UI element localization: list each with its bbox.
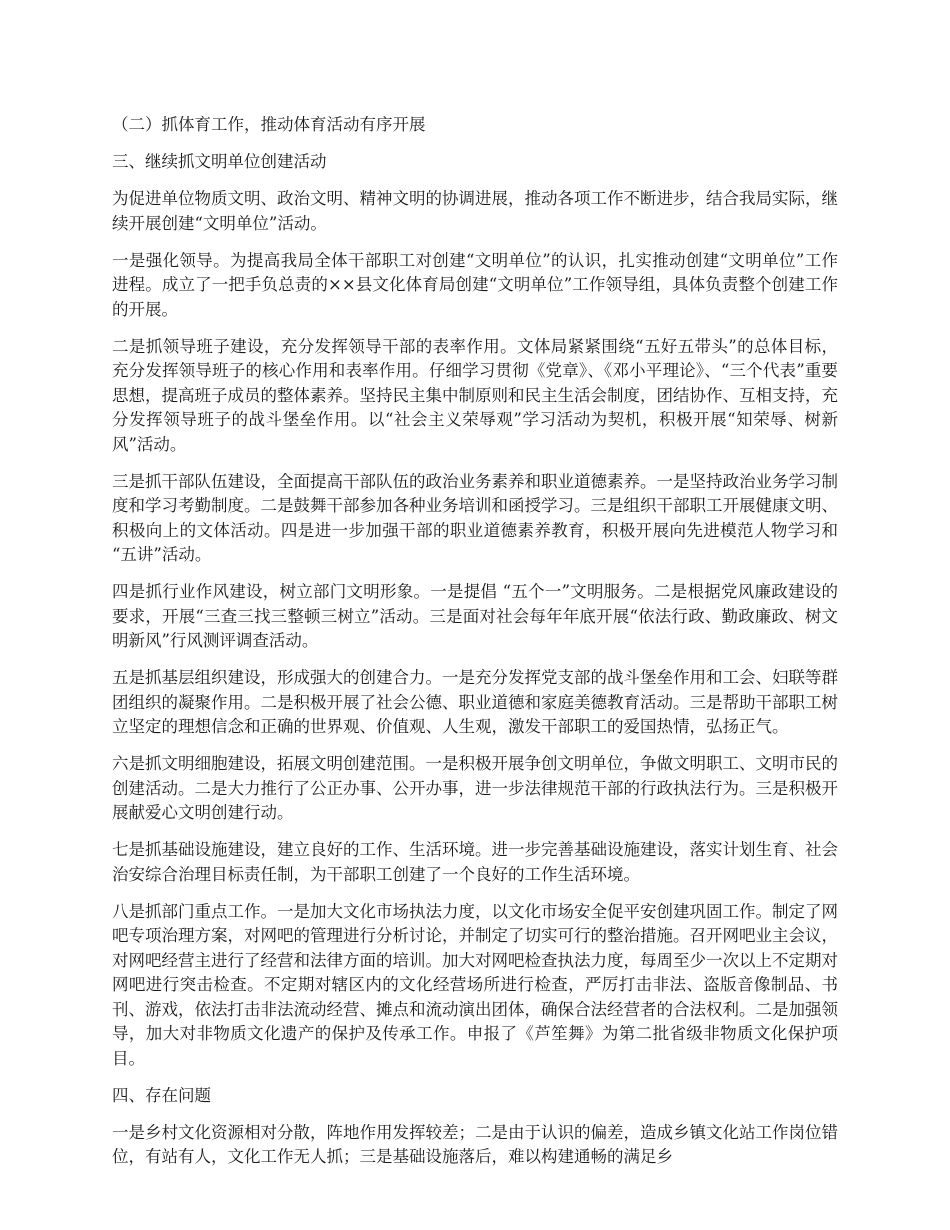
body-paragraph: 三是抓干部队伍建设，全面提高干部队伍的政治业务素养和职业道德素养。一是坚持政治业务学习制度和学习考勤制度。二是鼓舞干部参加各种业务培训和函授学习。三是组织干部职工开展健康文明、积极向上的文体活动。四是进一步加强干部的职业道德素养教育，积极开展向先进模范人物学习和 “五讲”活动。 [112,471,838,564]
body-paragraph: 八是抓部门重点工作。一是加大文化市场执法力度，以文化市场安全促平安创建巩固工作。制定了网吧专项治理方案，对网吧的管理进行分析讨论，并制定了切实可行的整治措施。召开网吧业主会议，对网吧经营主进行了经营和法律方面的培训。加大对网吧检查执法力度，每周至少一次以上不定期对网吧进行突击检查。不定期对辖区内的文化经营场所进行检查，严厉打击非法、盗版音像制品、书刊、游戏，依法打击非法流动经营、摊点和流动演出团体，确保合法经营者的合法权利。二是加强领导，加大对非物质文化遗产的保护及传承工作。申报了《芦笙舞》为第二批省级非物质文化保护项目。 [112,901,838,1068]
body-paragraph: 一是乡村文化资源相对分散，阵地作用发挥较差；二是由于认识的偏差，造成乡镇文化站工作岗位错位，有站有人，文化工作无人抓；三是基础设施落后，难以构建通畅的满足乡 [112,1122,838,1166]
body-paragraph: 四是抓行业作风建设，树立部门文明形象。一是提倡 “五个一”文明服务。二是根据党风廉政建设的要求，开展“三查三找三整顿三树立”活动。三是面对社会每年年底开展“依法行政、勤政廉政、树文明新风”行风测评调查活动。 [112,582,838,650]
body-paragraph: 六是抓文明细胞建设，拓展文明创建范围。一是积极开展争创文明单位，争做文明职工、文明市民的创建活动。二是大力推行了公正办事、公开办事，进一步法律规范干部的行政执法行为。三是积极开展献爱心文明创建行动。 [112,754,838,822]
body-paragraph: 为促进单位物质文明、政治文明、精神文明的协调进展，推动各项工作不断进步，结合我局实际，继续开展创建“文明单位”活动。 [112,189,838,233]
body-paragraph: 二是抓领导班子建设，充分发挥领导干部的表率作用。文体局紧紧围绕“五好五带头”的总体目标，充分发挥领导班子的核心作用和表率作用。仔细学习贯彻《党章》、《邓小平理论》、“三个代表”重要思想，提高班子成员的整体素养。坚持民主集中制原则和民主生活会制度，团结协作、互相支持，充分发挥领导班子的战斗堡垒作用。以“社会主义荣辱观”学习活动为契机，积极开展“知荣辱、树新风”活动。 [112,336,838,454]
body-paragraph: 五是抓基层组织建设，形成强大的创建合力。一是充分发挥党支部的战斗堡垒作用和工会、妇联等群团组织的凝聚作用。二是积极开展了社会公德、职业道德和家庭美德教育活动。三是帮助干部职工树立坚定的理想信念和正确的世界观、价值观、人生观，激发干部职工的爱国热情，弘扬正气。 [112,668,838,736]
section-heading: 三、继续抓文明单位创建活动 [112,152,327,171]
section-subheading: （二）抓体育工作，推动体育活动有序开展 [112,115,426,134]
body-paragraph: 一是强化领导。为提高我局全体干部职工对创建“文明单位”的认识，扎实推动创建“文明单位”工作进程。成立了一把手负总责的××县文化体育局创建“文明单位”工作领导组，具体负责整个创建工作的开展。 [112,250,838,319]
section-heading: 四、存在问题 [112,1085,211,1105]
body-paragraph: 七是抓基础设施建设，建立良好的工作、生活环境。进一步完善基础设施建设，落实计划生育、社会治安综合治理目标责任制，为干部职工创建了一个良好的工作生活环境。 [112,840,838,884]
